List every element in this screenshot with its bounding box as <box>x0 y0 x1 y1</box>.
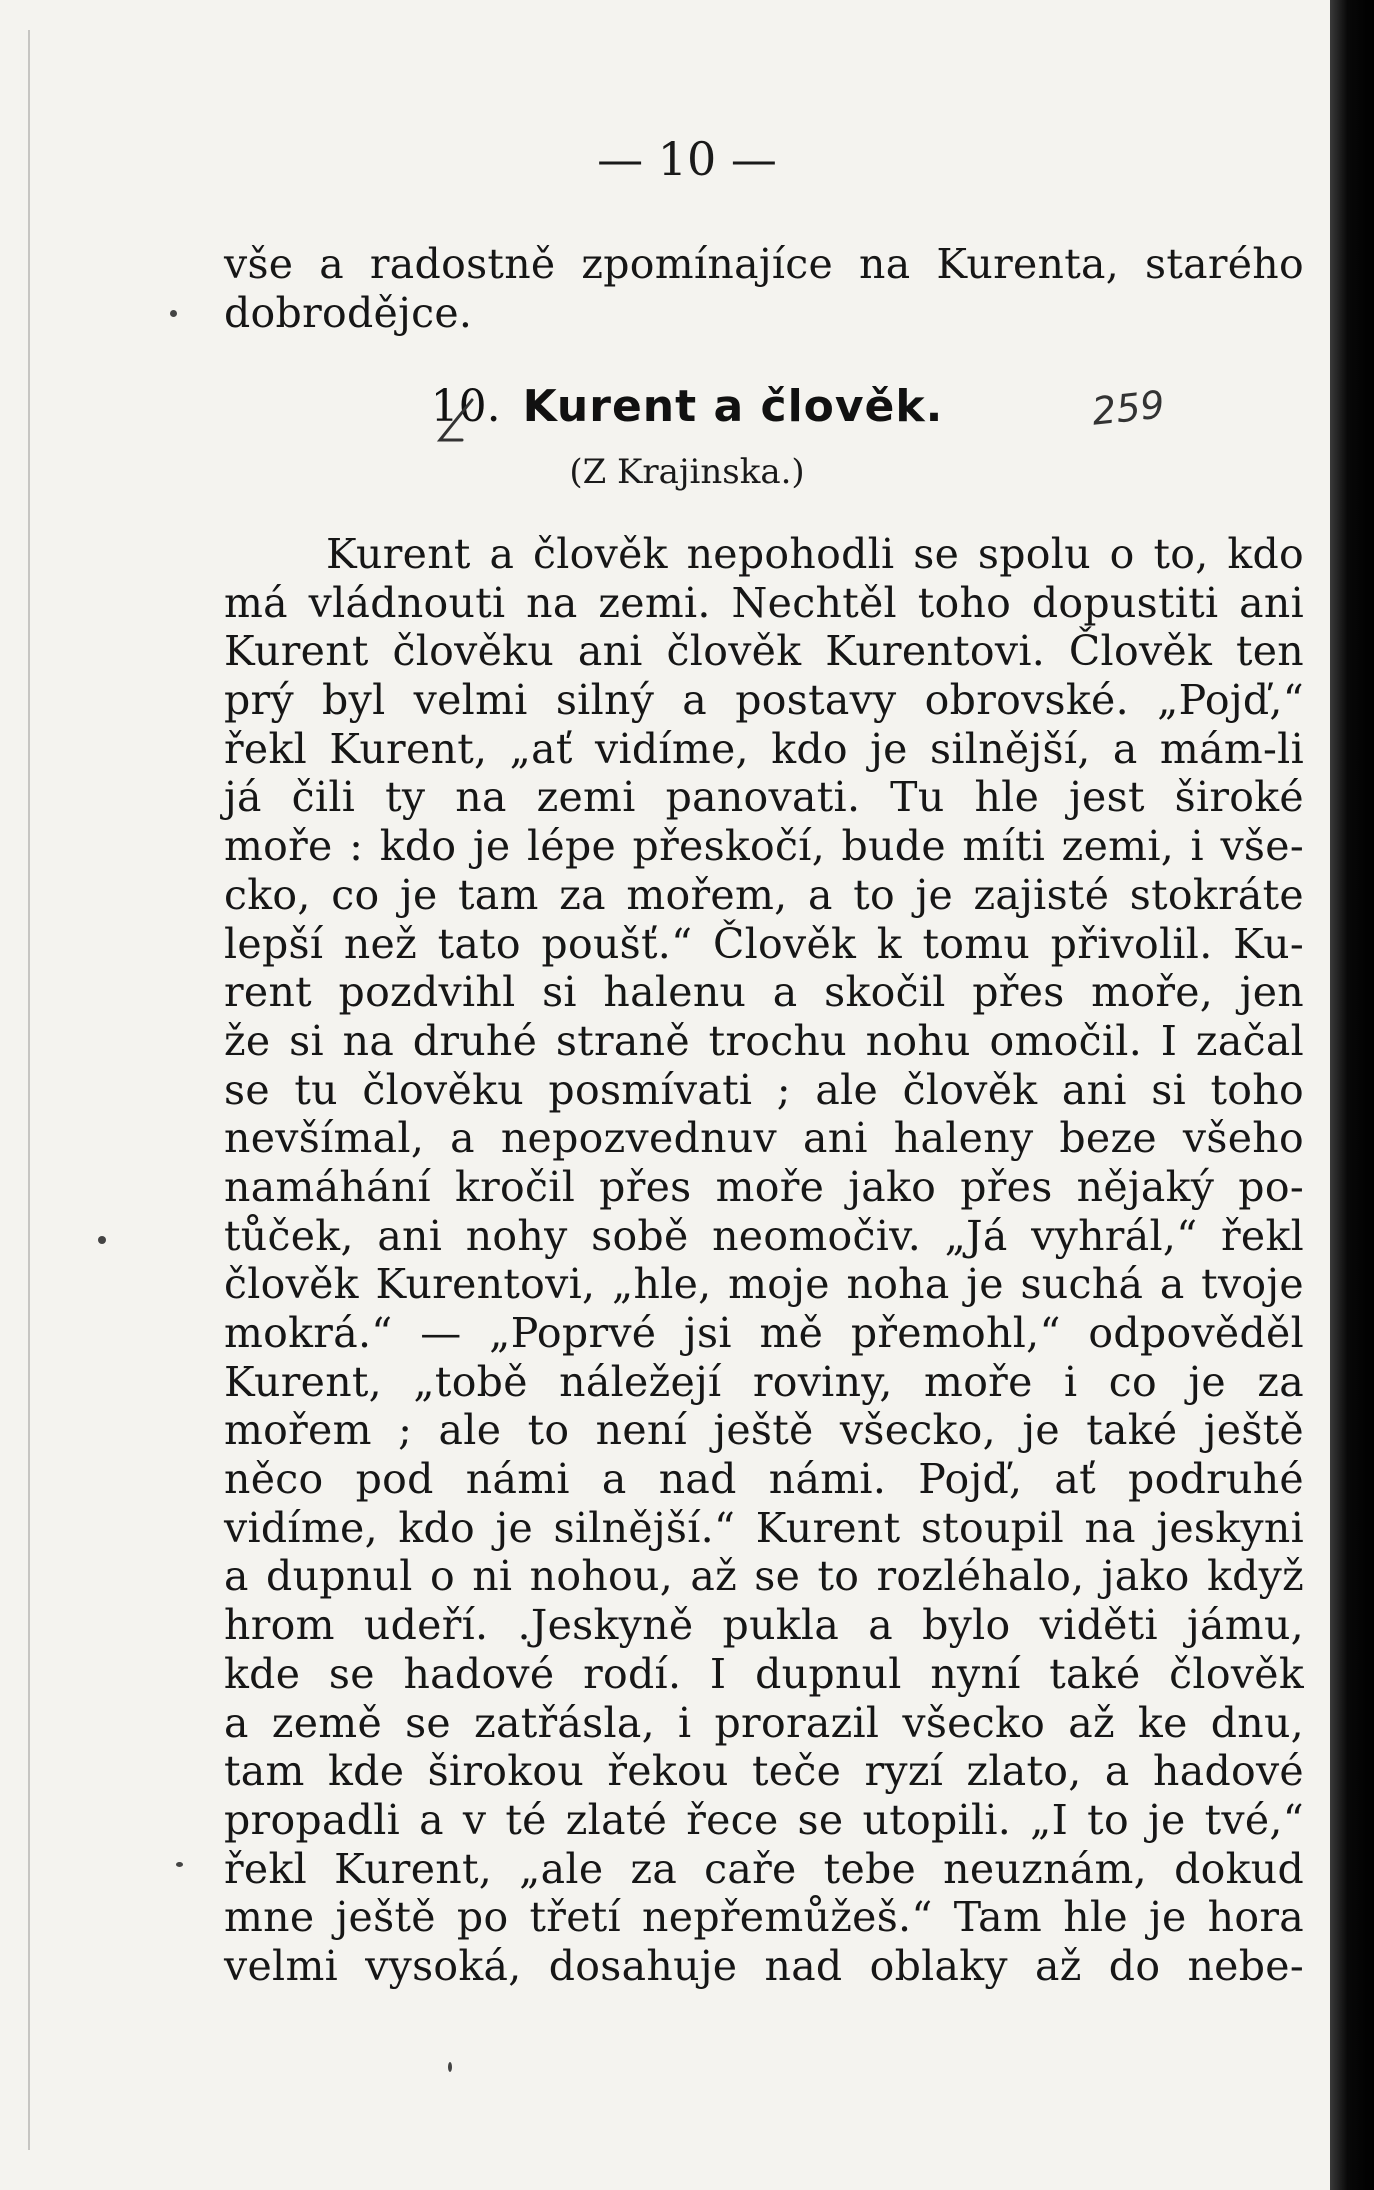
text-line: řekl Kurent, „ale za caře tebe neuznám, dokud <box>224 1844 1304 1893</box>
text-line: něco pod námi a nad námi. Pojď, ať podruhé <box>224 1455 1304 1504</box>
text-line: vše a radostně zpomínajíce na Kurenta, starého <box>224 240 1304 288</box>
intro-paragraph <box>224 240 1304 337</box>
text-line: tam kde širokou řekou teče ryzí zlato, a hadové <box>224 1747 1304 1796</box>
section-title: Kurent a člověk. <box>522 381 944 432</box>
text-line: rent pozdvihl si halenu a skočil přes moře, jen <box>224 968 1304 1017</box>
page-number: — 10 — <box>597 132 777 186</box>
paper-speck <box>176 1862 183 1867</box>
text-line: má vládnouti na zemi. Nechtěl toho dopustiti ani <box>224 578 1304 627</box>
text-line: mokrá.“ — „Poprvé jsi mě přemohl,“ odpověděl <box>224 1309 1304 1357</box>
text-line: dobrodějce. <box>224 288 473 337</box>
text-line: namáhání kročil přes moře jako přes nějaký po- <box>224 1162 1304 1211</box>
text-line: propadli a v té zlaté řece se utopili. „I to je tvé,“ <box>224 1795 1304 1844</box>
section-subtitle: (Z Krajinska.) <box>569 452 805 492</box>
text-line: Kurent, „tobě náležejí roviny, moře i co je za <box>224 1357 1304 1406</box>
text-line: řekl Kurent, „ať vidíme, kdo je silnější, a mám-li <box>224 724 1304 773</box>
text-line: kde se hadové rodí. I dupnul nyní také člověk <box>224 1649 1304 1698</box>
text-line: Kurent a člověk nepohodli se spolu o to, kdo <box>326 530 1304 578</box>
paper-speck <box>98 1236 106 1244</box>
page-edge-shadow <box>1330 0 1374 2190</box>
section-number: 10. <box>430 381 501 432</box>
text-line: vidíme, kdo je silnější.“ Kurent stoupil na jeskyni <box>224 1503 1304 1552</box>
text-line: že si na druhé straně trochu nohu omočil. I začal <box>224 1016 1304 1065</box>
text-line: a země se zatřásla, i prorazil všecko až ke dnu, <box>224 1698 1304 1747</box>
text-line: mořem ; ale to není ještě všecko, je také ještě <box>224 1406 1304 1455</box>
text-line: hrom udeří. .Jeskyně pukla a bylo viděti jámu, <box>224 1601 1304 1650</box>
text-line: mne ještě po třetí nepřemůžeš.“ Tam hle je hora <box>224 1893 1304 1942</box>
text-line: Kurent člověku ani člověk Kurentovi. Člověk ten <box>224 627 1304 676</box>
handwritten-note: 259 <box>1089 382 1167 434</box>
text-line: tůček, ani nohy sobě neomočiv. „Já vyhrál,“ řekl <box>224 1211 1304 1260</box>
text-line: a dupnul o ni nohou, až se to rozléhalo, jako když <box>224 1552 1304 1601</box>
text-line: cko, co je tam za mořem, a to je zajisté stokráte <box>224 870 1304 919</box>
body-paragraph <box>224 530 1304 1991</box>
paper-speck <box>170 310 177 317</box>
text-line: lepší než tato poušť.“ Člověk k tomu přivolil. Ku- <box>224 919 1304 968</box>
text-line: velmi vysoká, dosahuje nad oblaky až do nebe- <box>224 1941 1304 1990</box>
text-line: člověk Kurentovi, „hle, moje noha je suchá a tvoje <box>224 1260 1304 1309</box>
text-line: prý byl velmi silný a postavy obrovské. „Pojď,“ <box>224 676 1304 725</box>
text-line: nevšímal, a nepozvednuv ani haleny beze všeho <box>224 1114 1304 1163</box>
page-fold-line <box>28 30 30 2150</box>
text-line: já čili ty na zemi panovati. Tu hle jest široké <box>224 773 1304 822</box>
pencil-mark-icon <box>432 396 480 452</box>
text-line: moře : kdo je lépe přeskočí, bude míti zemi, i vše- <box>224 822 1304 871</box>
text-line: se tu člověku posmívati ; ale člověk ani si toho <box>224 1065 1304 1114</box>
paper-speck <box>448 2062 452 2072</box>
